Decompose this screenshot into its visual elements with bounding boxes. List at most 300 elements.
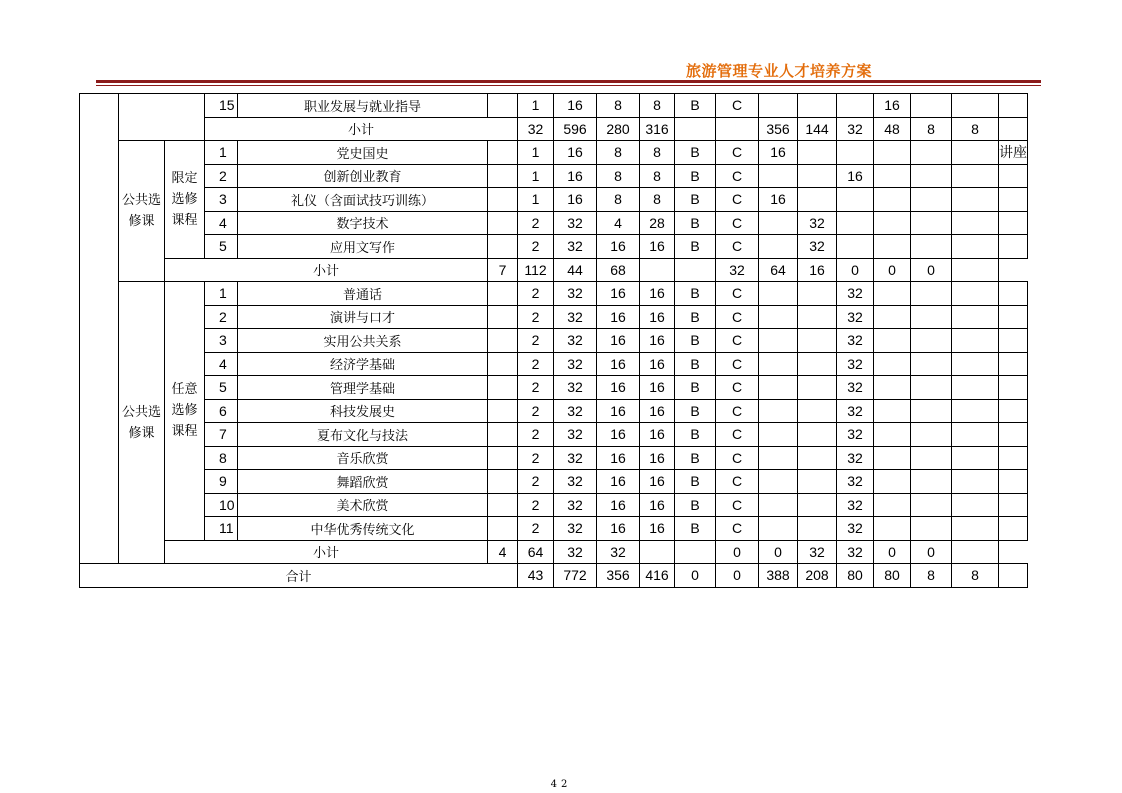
table-row [80,352,1028,376]
course-name: 应用文写作 [238,235,488,259]
semester-5 [911,446,952,470]
table-row [80,423,1028,447]
practice-hours: 16 [640,352,675,376]
course-subtype-label: 限定选修课程 [165,141,205,259]
semester-4 [874,282,911,306]
semester-5 [911,493,952,517]
semester-3: 80 [837,564,874,588]
theory-hours: 16 [597,446,640,470]
practice-hours: 16 [640,517,675,541]
total-hours: 64 [518,540,554,564]
semester-5 [911,305,952,329]
semester-4 [874,235,911,259]
blank-cell [488,188,518,212]
table-row [80,164,1028,188]
total-hours: 32 [554,423,597,447]
semester-4 [874,329,911,353]
practice-hours: 16 [640,235,675,259]
semester-1: 16 [759,188,798,212]
assessment-type: C [716,94,759,118]
subtotal-row [80,258,1028,282]
semester-6 [952,164,999,188]
semester-1 [759,352,798,376]
total-hours: 596 [554,117,597,141]
semester-2 [798,470,837,494]
credit: 2 [518,352,554,376]
semester-2 [798,493,837,517]
subtotal-row [80,540,1028,564]
semester-5 [911,517,952,541]
remark [999,305,1028,329]
table-row [80,517,1028,541]
remark [999,164,1028,188]
semester-5 [911,376,952,400]
row-number: 6 [205,399,238,423]
row-number: 5 [205,235,238,259]
remark [952,258,999,282]
semester-2 [798,446,837,470]
theory-hours: 16 [597,235,640,259]
theory-hours: 44 [554,258,597,282]
blank-cell [488,235,518,259]
semester-4 [874,305,911,329]
credit: 2 [518,235,554,259]
course-category: B [675,493,716,517]
semester-3: 32 [837,446,874,470]
credit: 2 [518,517,554,541]
semester-4 [874,141,911,165]
practice-hours: 416 [640,564,675,588]
credit: 2 [518,329,554,353]
semester-3: 32 [837,470,874,494]
course-name: 舞蹈欣赏 [238,470,488,494]
semester-1 [759,329,798,353]
semester-6 [952,470,999,494]
course-category [640,540,675,564]
semester-1: 16 [759,141,798,165]
table-row [80,211,1028,235]
semester-4 [874,399,911,423]
semester-5 [911,141,952,165]
semester-1 [759,399,798,423]
table-row [80,493,1028,517]
semester-6 [952,235,999,259]
theory-hours: 16 [597,423,640,447]
semester-3: 32 [798,540,837,564]
semester-6: 8 [952,117,999,141]
semester-2 [798,164,837,188]
semester-3: 32 [837,399,874,423]
practice-hours: 16 [640,376,675,400]
course-type-label: 公共选修课 [119,141,165,282]
theory-hours: 16 [597,517,640,541]
blank-cell [488,493,518,517]
course-category: B [675,399,716,423]
semester-1 [759,282,798,306]
total-hours: 16 [554,141,597,165]
semester-2: 32 [798,235,837,259]
semester-2: 144 [798,117,837,141]
blank-cell [488,399,518,423]
credit: 1 [518,164,554,188]
semester-2 [798,423,837,447]
course-category: B [675,423,716,447]
course-category: B [675,446,716,470]
assessment-type: C [716,423,759,447]
course-category: B [675,94,716,118]
theory-hours: 16 [597,352,640,376]
course-name: 职业发展与就业指导 [238,94,488,118]
semester-3: 16 [837,164,874,188]
credit: 2 [518,399,554,423]
course-table-body [80,94,1028,588]
credit: 2 [518,493,554,517]
subtotal-label: 小计 [205,117,518,141]
semester-6: 8 [952,564,999,588]
remark [999,94,1028,118]
course-category [675,117,716,141]
semester-6 [952,376,999,400]
semester-1 [759,211,798,235]
remark [999,517,1028,541]
remark [999,399,1028,423]
subtotal-label: 小计 [165,540,488,564]
semester-1: 0 [716,540,759,564]
semester-4 [874,188,911,212]
semester-1 [759,305,798,329]
total-hours: 16 [554,188,597,212]
total-hours: 32 [554,446,597,470]
practice-hours: 16 [640,423,675,447]
subtotal-row [80,117,1028,141]
credit: 2 [518,423,554,447]
total-hours: 16 [554,164,597,188]
blank-cell [488,164,518,188]
course-category: B [675,352,716,376]
semester-4: 16 [874,94,911,118]
course-category: B [675,376,716,400]
practice-hours: 16 [640,282,675,306]
course-name: 数字技术 [238,211,488,235]
credit: 1 [518,188,554,212]
theory-hours: 16 [597,305,640,329]
blank-cell [488,470,518,494]
semester-2 [798,329,837,353]
semester-4 [874,211,911,235]
semester-3 [837,211,874,235]
credit: 4 [488,540,518,564]
assessment-type: C [716,446,759,470]
practice-hours: 32 [597,540,640,564]
remark [999,564,1028,588]
practice-hours: 16 [640,470,675,494]
assessment-type: C [716,282,759,306]
table-row [80,446,1028,470]
row-number: 3 [205,188,238,212]
course-name: 党史国史 [238,141,488,165]
semester-6 [952,211,999,235]
practice-hours: 16 [640,329,675,353]
row-number: 8 [205,446,238,470]
course-category: B [675,517,716,541]
semester-1 [759,446,798,470]
semester-2: 208 [798,564,837,588]
semester-4 [874,517,911,541]
theory-hours: 4 [597,211,640,235]
remark [999,329,1028,353]
semester-2 [798,352,837,376]
remark [999,117,1028,141]
theory-hours: 356 [597,564,640,588]
credit: 1 [518,141,554,165]
semester-4 [874,470,911,494]
theory-hours: 16 [597,376,640,400]
semester-5 [911,211,952,235]
blank-cell [488,94,518,118]
semester-4: 0 [837,258,874,282]
credit: 2 [518,470,554,494]
semester-4: 80 [874,564,911,588]
practice-hours: 8 [640,94,675,118]
semester-1 [759,493,798,517]
assessment-type: C [716,141,759,165]
practice-hours: 16 [640,446,675,470]
total-hours: 16 [554,94,597,118]
assessment-type: C [716,493,759,517]
semester-6 [952,493,999,517]
row-number: 10 [205,493,238,517]
credit: 2 [518,282,554,306]
row-number: 2 [205,305,238,329]
course-category: B [675,211,716,235]
table-row [80,305,1028,329]
semester-2 [798,141,837,165]
semester-1 [759,470,798,494]
credit: 1 [518,94,554,118]
semester-1 [759,235,798,259]
semester-5: 0 [874,540,911,564]
semester-1 [759,164,798,188]
row-number: 1 [205,141,238,165]
semester-3: 32 [837,117,874,141]
theory-hours: 16 [597,470,640,494]
assessment-type: C [716,305,759,329]
assessment-type: C [716,164,759,188]
table-row [80,329,1028,353]
remark [999,235,1028,259]
table-row [80,399,1028,423]
credit: 43 [518,564,554,588]
semester-1: 388 [759,564,798,588]
assessment-type: C [716,517,759,541]
course-category [640,258,675,282]
semester-6 [952,352,999,376]
semester-5 [911,164,952,188]
course-category: B [675,282,716,306]
semester-3 [837,94,874,118]
remark [999,470,1028,494]
table-row [80,376,1028,400]
course-category: B [675,470,716,494]
semester-5 [911,94,952,118]
theory-hours: 16 [597,399,640,423]
grand-total-row [80,564,1028,588]
theory-hours: 8 [597,94,640,118]
assessment-type: C [716,399,759,423]
assessment-type: C [716,235,759,259]
semester-3: 32 [837,493,874,517]
semester-5 [911,282,952,306]
practice-hours: 16 [640,493,675,517]
theory-hours: 280 [597,117,640,141]
remark [952,540,999,564]
semester-1 [759,376,798,400]
semester-4 [874,376,911,400]
semester-2: 32 [798,211,837,235]
credit: 2 [518,211,554,235]
total-hours: 32 [554,329,597,353]
theory-hours: 16 [597,493,640,517]
semester-1 [759,94,798,118]
semester-2: 64 [759,258,798,282]
course-name: 夏布文化与技法 [238,423,488,447]
table-row [80,282,1028,306]
total-hours: 32 [554,493,597,517]
table-row [80,235,1028,259]
total-hours: 112 [518,258,554,282]
course-name: 音乐欣赏 [238,446,488,470]
semester-6 [952,446,999,470]
outer-blank-cell [80,94,119,564]
table-row [80,470,1028,494]
theory-hours: 32 [554,540,597,564]
course-name: 创新创业教育 [238,164,488,188]
assessment-type: C [716,188,759,212]
blank-cell [488,305,518,329]
semester-3: 32 [837,376,874,400]
theory-hours: 16 [597,329,640,353]
course-name: 演讲与口才 [238,305,488,329]
credit: 2 [518,376,554,400]
remark [999,376,1028,400]
course-plan-table [79,93,1028,588]
blank-cell [488,376,518,400]
practice-hours: 28 [640,211,675,235]
total-hours: 32 [554,305,597,329]
practice-hours: 68 [597,258,640,282]
blank-cell [488,282,518,306]
total-hours: 32 [554,282,597,306]
theory-hours: 16 [597,282,640,306]
semester-6 [952,423,999,447]
total-hours: 32 [554,352,597,376]
assessment-type: C [716,211,759,235]
semester-3: 16 [798,258,837,282]
semester-6 [952,282,999,306]
practice-hours: 8 [640,188,675,212]
header-rule-thin [96,85,1041,86]
semester-2 [798,282,837,306]
semester-2 [798,399,837,423]
course-name: 美术欣赏 [238,493,488,517]
practice-hours: 316 [640,117,675,141]
credit: 2 [518,446,554,470]
course-subtype-label: 任意选修课程 [165,282,205,541]
semester-5 [911,188,952,212]
semester-5 [911,399,952,423]
remark [999,211,1028,235]
semester-2 [798,188,837,212]
semester-3: 32 [837,423,874,447]
remark [999,493,1028,517]
semester-3: 32 [837,329,874,353]
course-name: 实用公共关系 [238,329,488,353]
blank-cell [488,141,518,165]
course-category: B [675,164,716,188]
grand-total-label: 合计 [80,564,518,588]
row-number: 5 [205,376,238,400]
semester-4 [874,352,911,376]
remark [999,446,1028,470]
total-hours: 32 [554,517,597,541]
row-number: 11 [205,517,238,541]
semester-5 [911,423,952,447]
semester-6 [952,305,999,329]
row-number: 4 [205,352,238,376]
semester-5 [911,470,952,494]
semester-1 [759,423,798,447]
subtotal-label: 小计 [165,258,488,282]
page-number: 42 [550,779,572,790]
theory-hours: 8 [597,164,640,188]
semester-1: 32 [716,258,759,282]
semester-4 [874,493,911,517]
assessment-type [716,117,759,141]
blank-cell [488,446,518,470]
course-name: 经济学基础 [238,352,488,376]
credit: 2 [518,305,554,329]
semester-4: 32 [837,540,874,564]
total-hours: 32 [554,376,597,400]
semester-6 [952,329,999,353]
document-header-title: 旅游管理专业人才培养方案 [686,62,873,80]
semester-1 [759,517,798,541]
course-type-label: 公共选修课 [119,282,165,564]
semester-3 [837,141,874,165]
semester-6 [952,141,999,165]
theory-hours: 8 [597,141,640,165]
remark [999,423,1028,447]
assessment-type: C [716,352,759,376]
semester-5: 8 [911,117,952,141]
remark: 讲座 [999,141,1028,165]
course-name: 管理学基础 [238,376,488,400]
row-number: 7 [205,423,238,447]
course-category: B [675,235,716,259]
blank-cell [488,423,518,447]
blank-cell [488,329,518,353]
blank-cell [488,211,518,235]
semester-6: 0 [911,540,952,564]
semester-5: 0 [874,258,911,282]
semester-3: 32 [837,352,874,376]
semester-5 [911,352,952,376]
semester-3 [837,188,874,212]
row-number: 2 [205,164,238,188]
course-category: B [675,305,716,329]
header-rule-thick [96,80,1041,83]
blank-cell [488,517,518,541]
